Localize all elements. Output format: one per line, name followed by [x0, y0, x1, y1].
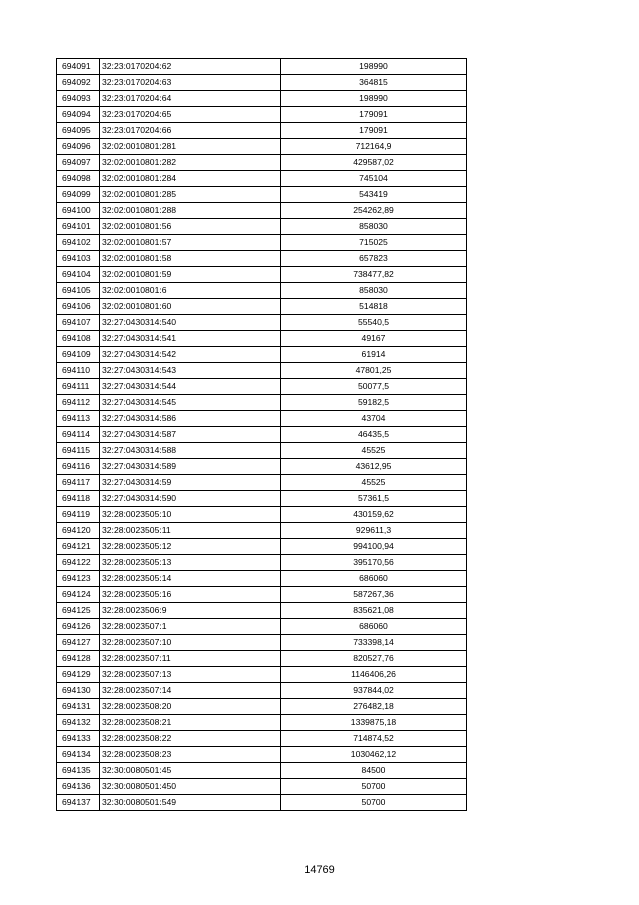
table-row	[57, 331, 467, 347]
table-row	[57, 139, 467, 155]
table-row	[57, 219, 467, 235]
page-number: 14769	[304, 864, 335, 876]
table-row	[57, 267, 467, 283]
row-number-cell: 694121	[57, 539, 100, 555]
value-cell: 254262,89	[281, 203, 467, 219]
table-row	[57, 299, 467, 315]
value-cell: 429587,02	[281, 155, 467, 171]
row-number-cell: 694097	[57, 155, 100, 171]
cadastral-number-cell: 32:02:0010801:281	[100, 139, 281, 155]
cadastral-number-cell: 32:28:0023508:23	[100, 747, 281, 763]
value-cell: 715025	[281, 235, 467, 251]
cadastral-number-cell: 32:02:0010801:284	[100, 171, 281, 187]
row-number-cell: 694099	[57, 187, 100, 203]
cadastral-number-cell: 32:23:0170204:65	[100, 107, 281, 123]
cadastral-number-cell: 32:27:0430314:590	[100, 491, 281, 507]
table-row	[57, 667, 467, 683]
value-cell: 738477,82	[281, 267, 467, 283]
value-cell: 745104	[281, 171, 467, 187]
table-row	[57, 683, 467, 699]
cadastral-number-cell: 32:28:0023508:22	[100, 731, 281, 747]
row-number-cell: 694098	[57, 171, 100, 187]
cadastral-number-cell: 32:28:0023508:21	[100, 715, 281, 731]
value-cell: 50077,5	[281, 379, 467, 395]
value-cell: 714874,52	[281, 731, 467, 747]
row-number-cell: 694117	[57, 475, 100, 491]
table-row	[57, 395, 467, 411]
value-cell: 395170,56	[281, 555, 467, 571]
row-number-cell: 694113	[57, 411, 100, 427]
table-row	[57, 475, 467, 491]
cadastral-number-cell: 32:27:0430314:540	[100, 315, 281, 331]
value-cell: 820527,76	[281, 651, 467, 667]
row-number-cell: 694095	[57, 123, 100, 139]
cadastral-number-cell: 32:28:0023505:12	[100, 539, 281, 555]
table-row	[57, 699, 467, 715]
value-cell: 61914	[281, 347, 467, 363]
table-row	[57, 795, 467, 811]
table-row	[57, 635, 467, 651]
cadastral-number-cell: 32:23:0170204:63	[100, 75, 281, 91]
row-number-cell: 694116	[57, 459, 100, 475]
cadastral-number-cell: 32:28:0023505:13	[100, 555, 281, 571]
cadastral-number-cell: 32:02:0010801:57	[100, 235, 281, 251]
value-cell: 47801,25	[281, 363, 467, 379]
row-number-cell: 694101	[57, 219, 100, 235]
table-row	[57, 171, 467, 187]
row-number-cell: 694122	[57, 555, 100, 571]
cadastral-number-cell: 32:27:0430314:542	[100, 347, 281, 363]
row-number-cell: 694129	[57, 667, 100, 683]
row-number-cell: 694134	[57, 747, 100, 763]
row-number-cell: 694135	[57, 763, 100, 779]
table-row	[57, 747, 467, 763]
value-cell: 1339875,18	[281, 715, 467, 731]
row-number-cell: 694137	[57, 795, 100, 811]
value-cell: 657823	[281, 251, 467, 267]
cadastral-number-cell: 32:27:0430314:586	[100, 411, 281, 427]
value-cell: 733398,14	[281, 635, 467, 651]
table-row	[57, 411, 467, 427]
value-cell: 276482,18	[281, 699, 467, 715]
row-number-cell: 694109	[57, 347, 100, 363]
row-number-cell: 694128	[57, 651, 100, 667]
cadastral-number-cell: 32:27:0430314:545	[100, 395, 281, 411]
table-row	[57, 187, 467, 203]
value-cell: 1146406,26	[281, 667, 467, 683]
table-row	[57, 539, 467, 555]
table-row	[57, 443, 467, 459]
table-row	[57, 507, 467, 523]
row-number-cell: 694096	[57, 139, 100, 155]
value-cell: 84500	[281, 763, 467, 779]
cadastral-number-cell: 32:27:0430314:544	[100, 379, 281, 395]
value-cell: 835621,08	[281, 603, 467, 619]
cadastral-number-cell: 32:02:0010801:282	[100, 155, 281, 171]
cadastral-number-cell: 32:02:0010801:56	[100, 219, 281, 235]
cadastral-number-cell: 32:02:0010801:285	[100, 187, 281, 203]
table-row	[57, 491, 467, 507]
cadastral-number-cell: 32:02:0010801:59	[100, 267, 281, 283]
value-cell: 514818	[281, 299, 467, 315]
row-number-cell: 694107	[57, 315, 100, 331]
row-number-cell: 694091	[57, 59, 100, 75]
table-row	[57, 379, 467, 395]
row-number-cell: 694132	[57, 715, 100, 731]
value-cell: 858030	[281, 219, 467, 235]
row-number-cell: 694110	[57, 363, 100, 379]
table-row	[57, 91, 467, 107]
row-number-cell: 694112	[57, 395, 100, 411]
row-number-cell: 694103	[57, 251, 100, 267]
value-cell: 929611,3	[281, 523, 467, 539]
table-row	[57, 571, 467, 587]
cadastral-number-cell: 32:28:0023507:10	[100, 635, 281, 651]
value-cell: 430159,62	[281, 507, 467, 523]
row-number-cell: 694124	[57, 587, 100, 603]
row-number-cell: 694108	[57, 331, 100, 347]
cadastral-number-cell: 32:02:0010801:60	[100, 299, 281, 315]
cadastral-number-cell: 32:27:0430314:541	[100, 331, 281, 347]
row-number-cell: 694136	[57, 779, 100, 795]
table-row	[57, 59, 467, 75]
row-number-cell: 694118	[57, 491, 100, 507]
row-number-cell: 694102	[57, 235, 100, 251]
row-number-cell: 694120	[57, 523, 100, 539]
cadastral-number-cell: 32:28:0023507:11	[100, 651, 281, 667]
value-cell: 50700	[281, 779, 467, 795]
row-number-cell: 694119	[57, 507, 100, 523]
value-cell: 994100,94	[281, 539, 467, 555]
value-cell: 45525	[281, 443, 467, 459]
value-cell: 43704	[281, 411, 467, 427]
row-number-cell: 694126	[57, 619, 100, 635]
table-row	[57, 779, 467, 795]
table-row	[57, 363, 467, 379]
table-row	[57, 427, 467, 443]
cadastral-value-table	[56, 58, 467, 811]
cadastral-number-cell: 32:28:0023507:13	[100, 667, 281, 683]
cadastral-number-cell: 32:27:0430314:543	[100, 363, 281, 379]
cadastral-number-cell: 32:27:0430314:587	[100, 427, 281, 443]
table-row	[57, 75, 467, 91]
value-cell: 57361,5	[281, 491, 467, 507]
cadastral-number-cell: 32:27:0430314:59	[100, 475, 281, 491]
row-number-cell: 694111	[57, 379, 100, 395]
table-row	[57, 347, 467, 363]
table-row	[57, 283, 467, 299]
row-number-cell: 694094	[57, 107, 100, 123]
value-cell: 543419	[281, 187, 467, 203]
cadastral-number-cell: 32:28:0023505:14	[100, 571, 281, 587]
value-cell: 937844,02	[281, 683, 467, 699]
cadastral-number-cell: 32:28:0023505:11	[100, 523, 281, 539]
cadastral-number-cell: 32:28:0023507:14	[100, 683, 281, 699]
value-cell: 686060	[281, 619, 467, 635]
value-cell: 858030	[281, 283, 467, 299]
table-row	[57, 715, 467, 731]
value-cell: 45525	[281, 475, 467, 491]
cadastral-number-cell: 32:30:0080501:45	[100, 763, 281, 779]
row-number-cell: 694105	[57, 283, 100, 299]
table-row	[57, 123, 467, 139]
row-number-cell: 694125	[57, 603, 100, 619]
cadastral-number-cell: 32:02:0010801:288	[100, 203, 281, 219]
row-number-cell: 694093	[57, 91, 100, 107]
cadastral-number-cell: 32:30:0080501:549	[100, 795, 281, 811]
row-number-cell: 694106	[57, 299, 100, 315]
table-row	[57, 251, 467, 267]
cadastral-number-cell: 32:27:0430314:588	[100, 443, 281, 459]
table-row	[57, 315, 467, 331]
cadastral-number-cell: 32:23:0170204:64	[100, 91, 281, 107]
cadastral-number-cell: 32:23:0170204:62	[100, 59, 281, 75]
table-row	[57, 459, 467, 475]
cadastral-number-cell: 32:28:0023505:16	[100, 587, 281, 603]
cadastral-number-cell: 32:02:0010801:58	[100, 251, 281, 267]
value-cell: 198990	[281, 59, 467, 75]
value-cell: 46435,5	[281, 427, 467, 443]
row-number-cell: 694092	[57, 75, 100, 91]
row-number-cell: 694127	[57, 635, 100, 651]
row-number-cell: 694100	[57, 203, 100, 219]
cadastral-number-cell: 32:28:0023505:10	[100, 507, 281, 523]
row-number-cell: 694115	[57, 443, 100, 459]
value-cell: 43612,95	[281, 459, 467, 475]
row-number-cell: 694131	[57, 699, 100, 715]
value-cell: 50700	[281, 795, 467, 811]
value-cell: 1030462,12	[281, 747, 467, 763]
table-row	[57, 763, 467, 779]
table-body	[57, 59, 467, 811]
row-number-cell: 694133	[57, 731, 100, 747]
row-number-cell: 694114	[57, 427, 100, 443]
value-cell: 55540,5	[281, 315, 467, 331]
value-cell: 179091	[281, 123, 467, 139]
row-number-cell: 694123	[57, 571, 100, 587]
table-row	[57, 603, 467, 619]
value-cell: 198990	[281, 91, 467, 107]
cadastral-number-cell: 32:02:0010801:6	[100, 283, 281, 299]
row-number-cell: 694104	[57, 267, 100, 283]
value-cell: 49167	[281, 331, 467, 347]
table-row	[57, 155, 467, 171]
table-row	[57, 235, 467, 251]
value-cell: 179091	[281, 107, 467, 123]
value-cell: 587267,36	[281, 587, 467, 603]
value-cell: 686060	[281, 571, 467, 587]
table-row	[57, 203, 467, 219]
cadastral-number-cell: 32:23:0170204:66	[100, 123, 281, 139]
value-cell: 59182,5	[281, 395, 467, 411]
table-row	[57, 107, 467, 123]
table-row	[57, 731, 467, 747]
table-row	[57, 651, 467, 667]
cadastral-number-cell: 32:28:0023508:20	[100, 699, 281, 715]
row-number-cell: 694130	[57, 683, 100, 699]
cadastral-number-cell: 32:28:0023506:9	[100, 603, 281, 619]
table-row	[57, 587, 467, 603]
table-row	[57, 619, 467, 635]
table-row	[57, 523, 467, 539]
value-cell: 364815	[281, 75, 467, 91]
table-row	[57, 555, 467, 571]
cadastral-number-cell: 32:30:0080501:450	[100, 779, 281, 795]
value-cell: 712164,9	[281, 139, 467, 155]
cadastral-number-cell: 32:27:0430314:589	[100, 459, 281, 475]
cadastral-number-cell: 32:28:0023507:1	[100, 619, 281, 635]
